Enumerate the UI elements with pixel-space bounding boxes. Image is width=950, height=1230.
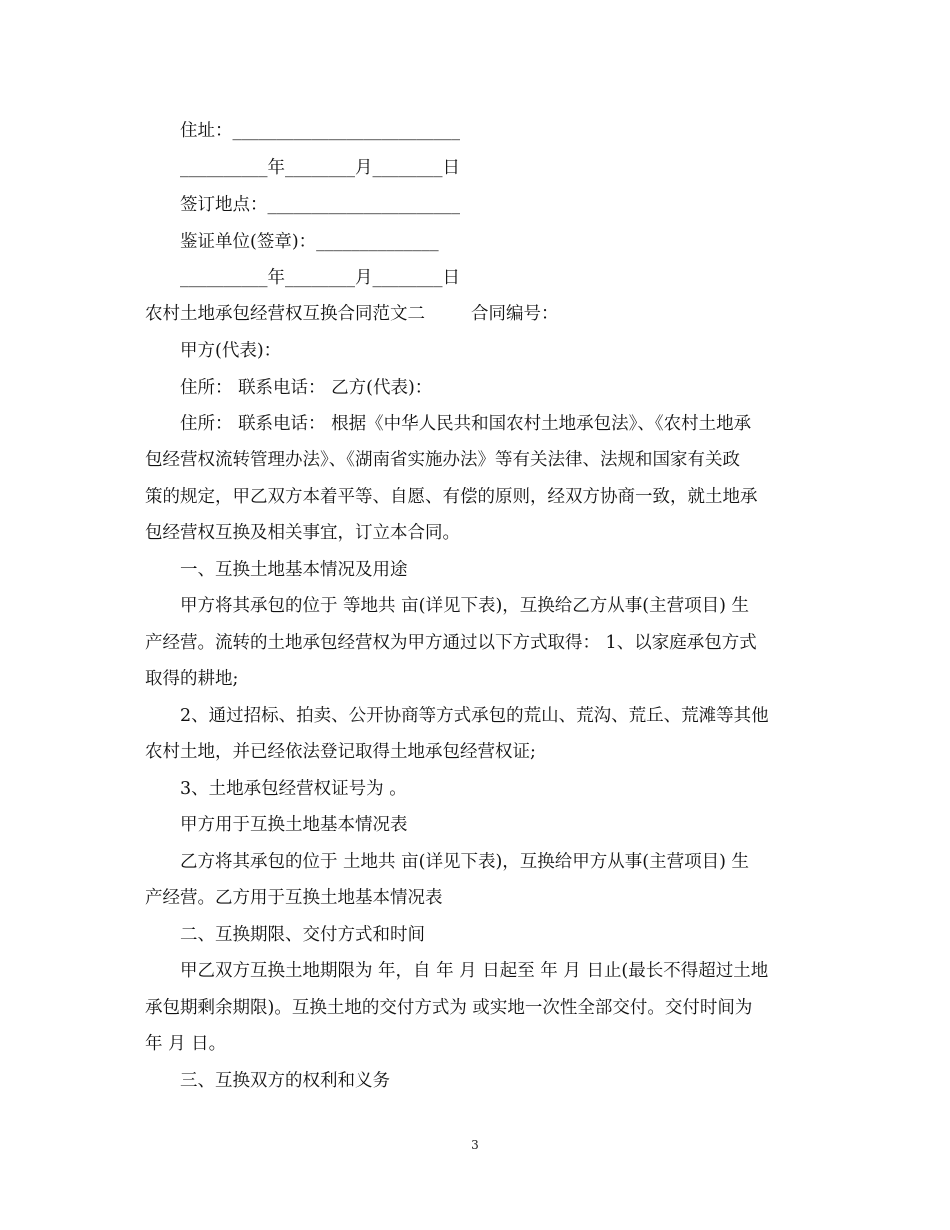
paragraph-line: 农村土地，并已经依法登记取得土地承包经营权证; (145, 742, 536, 762)
notary-line: 鉴证单位(签章)：______________ (180, 232, 439, 252)
intro-line: 包经营权流转管理办法》、《湖南省实施办法》等有关法律、法规和国家有关政 (145, 450, 740, 470)
paragraph-line: 甲方将其承包的位于 等地共 亩(详见下表)，互换给乙方从事(主营项目) 生 (180, 596, 749, 616)
section-heading: 二、互换期限、交付方式和时间 (180, 925, 425, 945)
paragraph-line: 2、通过招标、拍卖、公开协商等方式承包的荒山、荒沟、荒丘、荒滩等其他 (180, 706, 769, 726)
paragraph-line: 承包期剩余期限)。互换土地的交付方式为 或实地一次性全部交付。交付时间为 (145, 998, 753, 1018)
intro-line: 包经营权互换及相关事宜，订立本合同。 (145, 523, 460, 543)
paragraph-line: 年 月 日。 (145, 1034, 227, 1054)
contract-title-line (145, 303, 805, 325)
paragraph-line: 甲方用于互换土地基本情况表 (180, 815, 408, 835)
page-number: 3 (471, 1138, 479, 1152)
date-line: __________年________月________日 (180, 158, 460, 178)
sign-place-line: 签订地点：______________________ (180, 195, 460, 215)
contract-number-label: 合同编号： (471, 304, 559, 324)
address-line: 住址：__________________________ (180, 121, 460, 141)
paragraph-line: 产经营。流转的土地承包经营权为甲方通过以下方式取得： 1、以家庭承包方式 (145, 633, 757, 653)
paragraph-line: 产经营。乙方用于互换土地基本情况表 (145, 888, 443, 908)
date-line: __________年________月________日 (180, 268, 460, 288)
section-heading: 三、互换双方的权利和义务 (180, 1071, 390, 1091)
paragraph-line: 取得的耕地; (145, 669, 239, 689)
intro-line: 住所： 联系电话： 根据《中华人民共和国农村土地承包法》、《农村土地承 (180, 414, 752, 434)
intro-line: 策的规定，甲乙双方本着平等、自愿、有偿的原则，经双方协商一致，就土地承 (145, 487, 758, 507)
party-contact-line: 住所： 联系电话： 乙方(代表)： (180, 378, 433, 398)
section-heading: 一、互换土地基本情况及用途 (180, 560, 408, 580)
party-a-line: 甲方(代表)： (180, 341, 282, 361)
paragraph-line: 3、土地承包经营权证号为 。 (180, 779, 407, 799)
paragraph-line: 乙方将其承包的位于 土地共 亩(详见下表)，互换给甲方从事(主营项目) 生 (180, 852, 749, 872)
contract-title: 农村土地承包经营权互换合同范文二 (145, 304, 425, 324)
paragraph-line: 甲乙双方互换土地期限为 年，自 年 月 日起至 年 月 日止(最长不得超过土地 (180, 961, 769, 981)
